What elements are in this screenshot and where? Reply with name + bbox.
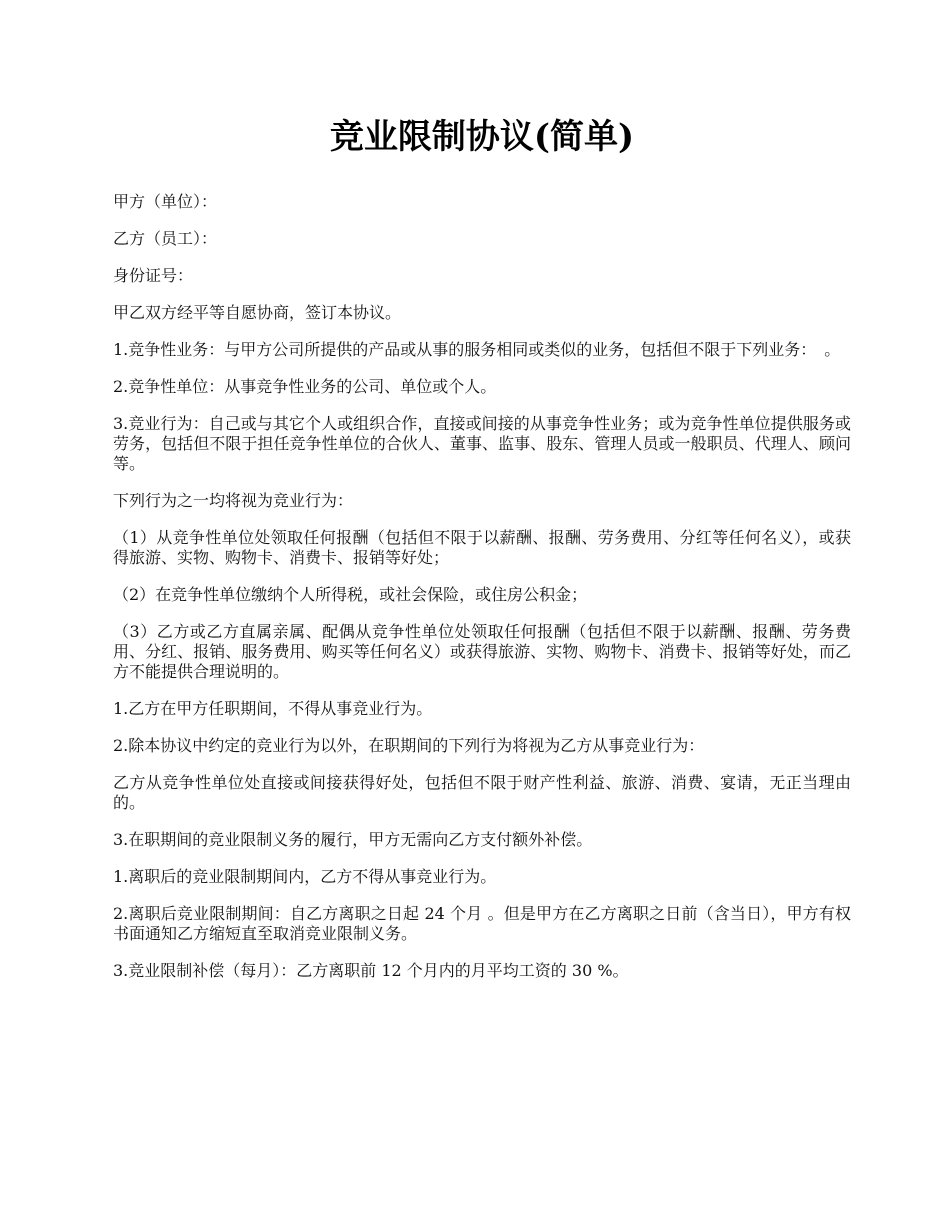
- in-service-clause-2-detail: 乙方从竞争性单位处直接或间接获得好处，包括但不限于财产性利益、旅游、消费、宴请，无正当理由的。: [113, 773, 851, 812]
- intro-paragraph: 甲乙双方经平等自愿协商，签订本协议。: [113, 303, 402, 322]
- behavior-item-2: （2）在竞争性单位缴纳个人所得税，或社会保险，或住房公积金；: [113, 585, 588, 604]
- post-service-clause-2: 2.离职后竞业限制期间：自乙方离职之日起 24 个月 。但是甲方在乙方离职之日前（含当日），甲方有权书面通知乙方缩短直至取消竞业限制义务。: [113, 904, 851, 943]
- post-service-clause-1: 1.离职后的竞业限制期间内，乙方不得从事竞业行为。: [113, 867, 497, 886]
- behavior-item-1: （1）从竞争性单位处领取任何报酬（包括但不限于以薪酬、报酬、劳务费用、分红等任何名义），或获得旅游、实物、购物卡、消费卡、报销等好处；: [113, 528, 851, 567]
- in-service-clause-2: 2.除本协议中约定的竞业行为以外，在职期间的下列行为将视为乙方从事竞业行为：: [113, 736, 705, 755]
- behavior-list-intro: 下列行为之一均将视为竞业行为：: [113, 491, 354, 510]
- party-a-line: 甲方（单位）：: [113, 192, 218, 211]
- clause-competitive-unit: 2.竞争性单位：从事竞争性业务的公司、单位或个人。: [113, 377, 497, 396]
- document-page: [113, 112, 851, 998]
- document-title: 竞业限制协议(简单): [329, 117, 635, 157]
- clause-competitive-behavior: 3.竞业行为：自己或与其它个人或组织合作，直接或间接的从事竞争性业务；或为竞争性单位提供服务或劳务，包括但不限于担任竞争性单位的合伙人、董事、监事、股东、管理人员或一般职员、代理人、顾问等。: [113, 414, 851, 473]
- post-service-clause-3: 3.竞业限制补偿（每月）：乙方离职前 12 个月内的月平均工资的 30 %。: [113, 961, 629, 980]
- id-number-line: 身份证号：: [113, 266, 194, 285]
- party-b-line: 乙方（员工）：: [113, 229, 218, 248]
- in-service-clause-3: 3.在职期间的竞业限制义务的履行，甲方无需向乙方支付额外补偿。: [113, 830, 593, 849]
- in-service-clause-1: 1.乙方在甲方任职期间，不得从事竞业行为。: [113, 699, 433, 718]
- behavior-item-3: （3）乙方或乙方直属亲属、配偶从竞争性单位处领取任何报酬（包括但不限于以薪酬、报酬、劳务费用、分红、报销、服务费用、购买等任何名义）或获得旅游、实物、购物卡、消费卡、报销等好处，而乙方不能提供合理说明的。: [113, 622, 851, 681]
- clause-competitive-business: 1.竞争性业务：与甲方公司所提供的产品或从事的服务相同或类似的业务，包括但不限于下列业务： 。: [113, 340, 841, 359]
